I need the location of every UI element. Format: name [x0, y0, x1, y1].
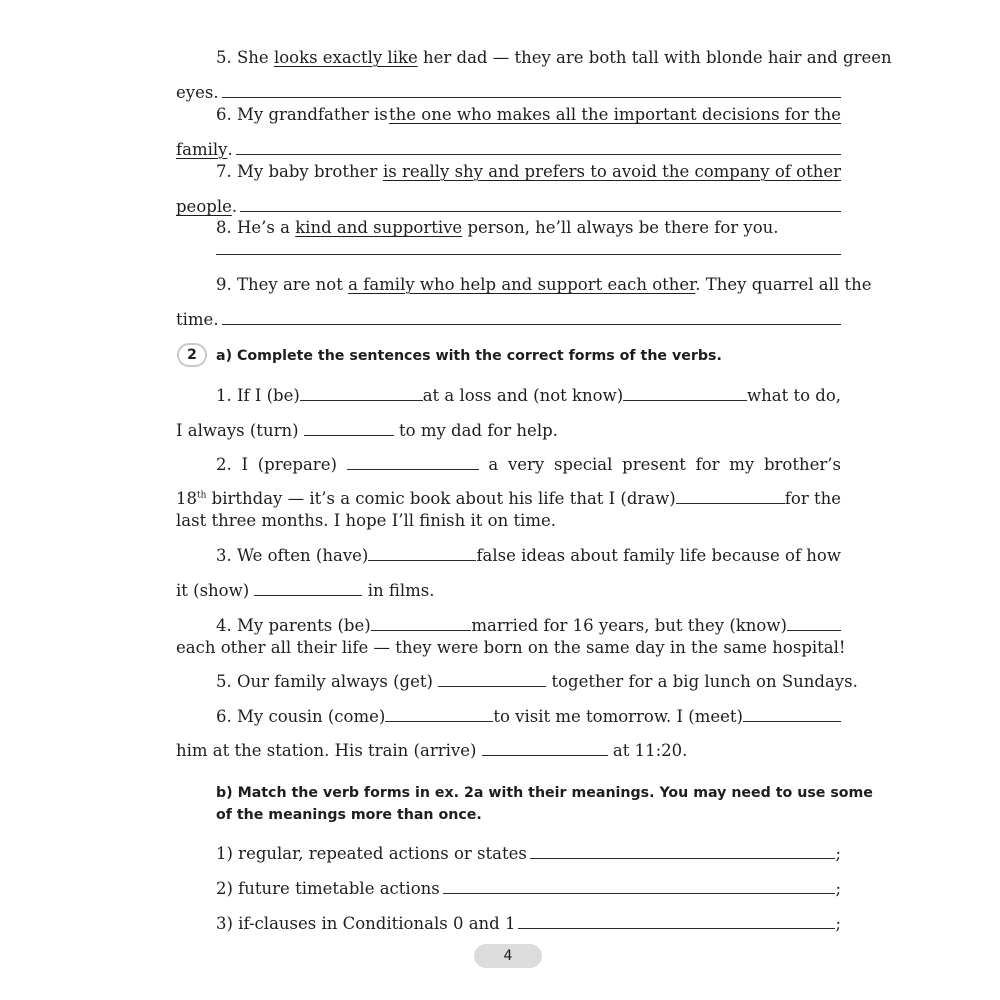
blank-3a[interactable]	[368, 546, 476, 561]
ex1-answer-line-5[interactable]: eyes.	[176, 82, 841, 104]
meaning-3[interactable]: 3) if-clauses in Conditionals 0 and 1 ;	[216, 914, 841, 933]
blank-5a[interactable]	[438, 672, 546, 687]
blank-1c[interactable]	[304, 421, 394, 436]
meaning-1[interactable]: 1) regular, repeated actions or states ;	[216, 844, 841, 863]
exercise-number-badge: 2	[177, 343, 207, 367]
ex2-sentence-1-cont: I always (turn) to my dad for help.	[176, 421, 558, 440]
ex2-sentence-3-cont: it (show) in films.	[176, 581, 435, 600]
ex1-sentence-6: 6. My grandfather is the one who makes all the important decisions for the	[216, 105, 841, 124]
ex2-sentence-2: 2. I (prepare) a very special present for my brother’s	[216, 455, 841, 474]
ex2-sentence-2-end: last three months. I hope I’ll finish it on time.	[176, 511, 557, 530]
ex2-sentence-6-cont: him at the station. His train (arrive) at 11:20.	[176, 741, 688, 760]
ex2-sentence-5: 5. Our family always (get) together for a big lunch on Sundays.	[216, 672, 858, 691]
ex1-answer-line-6[interactable]: family .	[176, 139, 841, 161]
blank-6c[interactable]	[482, 741, 608, 756]
ex1-answer-line-8[interactable]	[216, 254, 841, 255]
ex2a-instruction: a) Complete the sentences with the correct forms of the verbs.	[216, 348, 722, 364]
ex2-sentence-4-cont: each other all their life — they were born on the same day in the same hospital!	[176, 638, 846, 657]
blank-1b[interactable]	[623, 386, 747, 401]
blank-1a[interactable]	[300, 386, 423, 401]
ex1-sentence-8: 8. He’s a kind and supportive person, he’ll always be there for you.	[216, 218, 779, 237]
blank-2b[interactable]	[676, 489, 785, 504]
blank-6a[interactable]	[385, 707, 493, 722]
ex2b-instruction-line-1: b) Match the verb forms in ex. 2a with their meanings. You may need to use some	[216, 785, 873, 801]
meaning-2[interactable]: 2) future timetable actions ;	[216, 879, 841, 898]
ex1-answer-line-9[interactable]: time.	[176, 309, 841, 331]
ex1-sentence-5: 5. She looks exactly like her dad — they are both tall with blonde hair and green	[216, 48, 892, 67]
ex1-sentence-7: 7. My baby brother is really shy and prefers to avoid the company of other	[216, 162, 841, 181]
blank-4a[interactable]	[371, 616, 472, 631]
page-number: 4	[474, 944, 542, 968]
blank-6b[interactable]	[743, 707, 841, 722]
blank-2a[interactable]	[347, 455, 479, 470]
ex2-sentence-3: 3. We often (have) false ideas about family life because of how	[216, 546, 841, 565]
ex2-sentence-2-cont: 18th birthday — it’s a comic book about his life that I (draw) for the	[176, 489, 841, 508]
ex2-sentence-6: 6. My cousin (come) to visit me tomorrow. I (meet)	[216, 706, 841, 728]
ex2-sentence-4: 4. My parents (be) married for 16 years, but they (know)	[216, 615, 841, 637]
ex1-answer-line-7[interactable]: people .	[176, 196, 841, 218]
blank-3b[interactable]	[254, 581, 362, 596]
ex2b-instruction-line-2: of the meanings more than once.	[216, 807, 482, 823]
ex2-sentence-1: 1. If I (be) at a loss and (not know) what to do,	[216, 386, 841, 405]
blank-4b[interactable]	[787, 616, 841, 631]
ex1-sentence-9: 9. They are not a family who help and support each other. They quarrel all the	[216, 275, 872, 294]
